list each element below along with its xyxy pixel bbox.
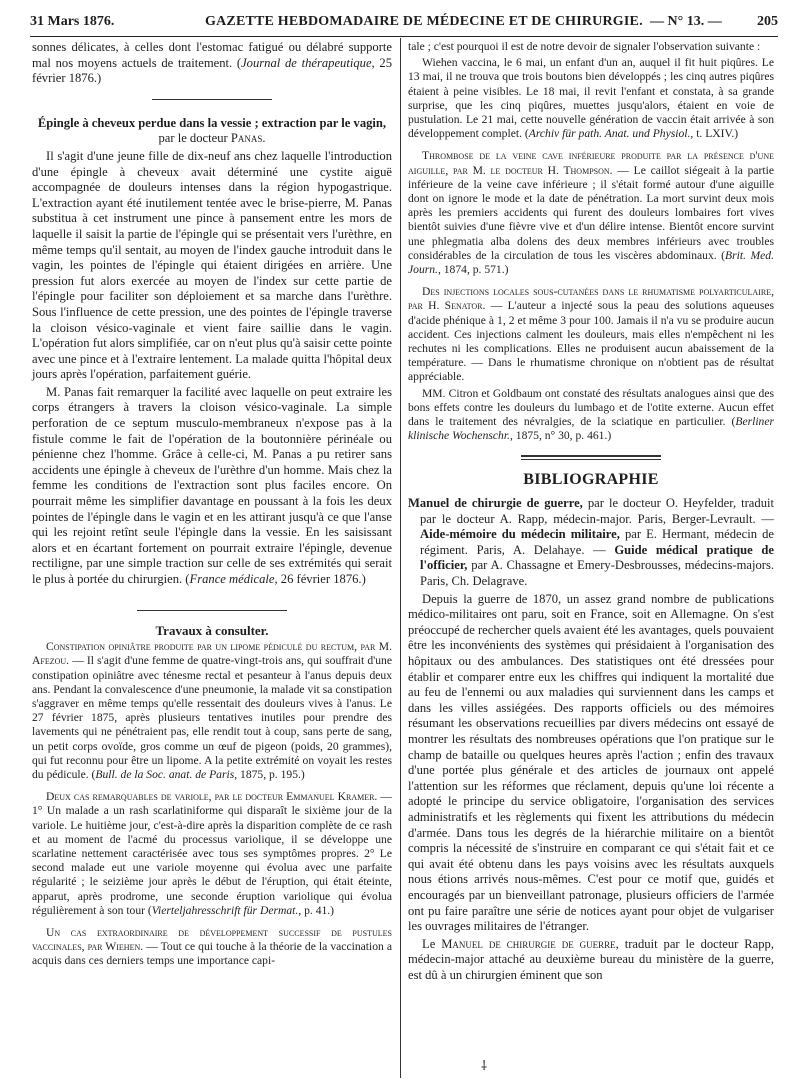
injections-article [408,285,774,384]
thrombose-text: — Le caillot siégeait à la partie inférieure de la veine cave inférieure ; il s'était formé autour d'une aiguille dont on ignore le mode et la date de pénétration. La mort survint deux mois après les premiers accidents qui furent des douleurs lombaires fort vives bientôt suivies d'une fièvre vive et d'un délire intense. Bientôt encore survint une phlegmatia alba dolens des deux membres inférieurs avec troubles considérables de la circulation de tous les viscères abdominaux. ( [408,163,774,262]
variole-article [32,790,392,918]
variole-source: Vierteljahresschrift für Dermat. [151,903,299,917]
intro-date: , 25 février 1876.) [32,55,393,86]
intro-text: sonnes délicates, à celles dont l'estomac fatigué ou délabré supporte mal nos moyens actuels de traitement. ( [32,40,392,70]
epingle-title-text: Épingle à cheveux perdue dans la vessie ; extraction par le vagin, [37,115,387,130]
bibliography-entry [408,496,774,590]
header-page-number: 205 [757,14,778,29]
review-p2-title: Manuel de chirurgie de guerre, [441,936,619,951]
pustules-title: Un cas extraordinaire de développement successif de pustules vaccinales, [32,926,392,954]
cont-date: , t. LXIV.) [690,127,739,141]
column-separator [400,38,401,1078]
injections-p2-text: MM. Citron et Goldbaum ont constaté des résultats analogues ainsi que des bons effets contre les douleurs du lumbago et de l'otite externe. Aucun effet dans le traitement des névralgies, de la sciatique en particulier. ( [408,386,774,429]
constipation-text: — Il s'agit d'une femme de quatre-vingt-trois ans, qui souffrait d'une constipation opiniâtre avec ténesme rectal et pesanteur à l'anus depuis deux ans. Pendant la convalescence d'une pneumonie, la malade vit sa constipation s'aggraver en même temps qu'elle ressentait des douleurs vives à l'anus. Le 27 février 1875, après plusieurs tentatives inutiles pour prendre des lavements qui ne pénétraient pas, elle rendit tout à coup, sans perte de sang, un petit corps ovoïde, gros comme un œuf de pigeon (poids, 20 grammes), qui fut reconnu pour être un lipome. A la petite extrémité on voyait les restes du pédicule. ( [32,654,392,782]
biblio-rest-1: par le docteur O. Heyfelder, traduit par le docteur A. Rapp, médecin-major. Paris, Berger-Levrault. — [420,496,774,526]
epingle-author-pre: par le docteur [158,131,231,146]
pustules-author: par Wiehen. [84,940,144,954]
intro-source: Journal de thérapeutique [241,55,372,70]
injections-date: , 1875, n° 30, p. 461.) [509,429,612,443]
intro-paragraph [32,40,392,87]
footer-ornament: ⸸ [481,1059,488,1074]
epingle-author: Panas. [230,131,266,146]
review-p2-rest: traduit par le docteur Rapp, médecin-major attaché au deuxième bureau du ministère de la guerre, est dû à un chirurgien éminent que son [408,936,774,982]
section-separator [137,610,287,611]
pustules-text: — Tout ce qui touche à la théorie de la vaccination a acquis dans ces derniers temps une importance capi- [32,940,393,968]
thrombose-author: par M. le docteur H. Thompson. [448,163,613,177]
right-column [408,40,774,985]
thrombose-source: Brit. Med. Journ. [408,248,774,277]
injections-paragraph-2 [408,387,774,444]
header-title: GAZETTE HEBDOMADAIRE DE MÉDECINE ET DE CHIRURGIE. [205,14,643,29]
review-p2-pre: Le [422,936,442,951]
review-paragraph-1: Depuis la guerre de 1870, un assez grand nombre de publications médico-militaires ont paru, soit en France, soit en Allemagne. On s'est préoccupé de rechercher quels avaient été les avantages, quels pouvaient être les inconvénients des systèmes qui présidaient à l'organisation des hôpitaux ou des ambulances. Des statistiques ont été dressées pour établir et comparer entre eux les chiffres qui indiquent la mortalité due au feu de l'ennemi ou aux maladies qui surviennent dans les camps et dans les villes assiégées. Des rapports officiels ou des mémoires résumant les observations recueillies par divers médecins ont essayé de montrer les résultats des nombreuses opérations que l'on pratique sur le champ de bataille ou quelques heures après l'action ; enfin des travaux d'une portée plus générale et des articles de journaux ont appelé l'attention sur les réformes que réclament, depuis qu'une loi récente a adopté le principe du service obligatoire, l'organisation des services administratifs et les règlements qui fixent les attributions du médecin d'armée. Dans tous les degrés de la hiérarchie militaire on a bientôt compris la nécessité de s'instruire en comparant ce qui s'était fait et ce qui avait été obtenu dans les pays voisins avec les résultats auxquels nous étions arrivés nous-mêmes. C'est pour ce motif que, guidés et encouragés par un bienveillant patronage, plusieurs officiers de l'armée ont pu faire paraître une série de notices ayant pour objet de vulgariser les ouvrages militaires de l'étranger. [408,591,774,934]
header-rule [30,36,778,37]
pustules-continued-1: tale ; c'est pourquoi il est de notre devoir de signaler l'observation suivante : [408,40,761,53]
thrombose-article [408,149,774,277]
pustules-continued-2 [408,56,774,141]
variole-text: — 1° Un malade a un rash scarlatiniforme qui disparaît le sixième jour de la variole. Le huitième jour, c'est-à-dire après la disparition complète de ce rash et au moment de l'acmé du processus variolique, il se développe une scarlatine nettement caractérisée avec tous ses symptômes propres. 2° Le second malade eut une variole moyenne qui évolua avec une parfaite régularité ; le seizième jour après le début de l'éruption, qui était éteinte, apparut, après prodrome, une seconde éruption variolique qui évolua régulièrement à son tour ( [32,790,392,917]
variole-date: , p. 41.) [298,903,335,917]
epingle-p2-text: M. Panas fait remarquer la facilité avec laquelle on peut extraire les corps étrangers à travers la cloison vésico-vaginale. La simple perforation de ce septum musculo-membraneux n'expose pas à la fistule comme le fait de l'opération de la boutonnière périnéale ou pénienne chez l'homme. Grâce à celle-ci, M. Panas a pu retirer sans accidents une épingle à cheveux de l'urèthre d'un homme. Mais chez la femme les conditions de l'extraction sont plus faciles encore. On pourrait même les simplifier davantage en poussant à la fois les deux pointes de l'épingle dans le vagin et en les attirant jusqu'à ce que l'anse qui les rejoint retînt seule l'épingle dans la vessie. En les saisissant alors et en écartant fortement on pourrait extraire l'épingle, devenue rectiligne, par une simple traction sur celle de ses extrémités qui serait le plus à portée du chirurgien. ( [32,384,392,586]
constipation-author: par M. Afezou. [32,640,392,668]
variole-author: par le docteur Emmanuel Kramer. [211,790,378,804]
thrombose-title: Thrombose de la veine cave inférieure produite par la présence d'une aiguille, [408,149,774,177]
bibliographie-heading: BIBLIOGRAPHIE [523,471,659,489]
injections-title: Des injections locales sous-cutanées dans le rhumatisme polyarticulaire, [422,285,774,299]
section-separator [152,99,272,100]
review-paragraph-2 [408,937,774,984]
injections-text: — L'auteur a injecté sous la peau des solutions aqueuses d'acide phénique à 1, 2 et même 3 pour 100. Jamais il n'a vu se produire aucun accident. Ces injections calment les douleurs, mais elles n'empêchent ni les rechutes ni les complications. Elles ne produisent aucun abaissement de la température. — Dans le rhumatisme chronique on n'obtient pas de résultat appréciable. [408,299,775,384]
injections-author: par H. Senator. [408,299,486,313]
header-issue: — N° 13. — [650,14,722,29]
biblio-title-2: Aide-mémoire du médecin militaire, [420,527,620,542]
travaux-heading: Travaux à consulter. [155,622,269,638]
cont-source: Archiv für path. Anat. und Physiol. [528,127,691,141]
constipation-source: Bull. de la Soc. anat. de Paris [95,768,235,782]
left-column [32,40,392,971]
header-date: 31 Mars 1876. [30,14,115,29]
section-separator-double [521,455,661,460]
page-header [30,12,778,32]
biblio-title-1: Manuel de chirurgie de guerre, [408,496,583,511]
cont-p2-text: Wiehen vaccina, le 6 mai, un enfant d'un an, auquel il fit huit piqûres. Le 13 mai, il ne trouva que trois boutons bien développés ; les cinq autres piqûres étaient à peine visibles. Le 18 mai, il revit l'enfant et constata, à sa grande surprise, que les cinq piqûres, muettes jusqu'alors, étaient en voie de pustulation. Le 21 mai, cette nouvelle génération de vaccin était arrivée à son développement complet. ( [408,56,774,141]
biblio-rest-2: par E. Hermant, médecin de régiment. Paris, A. Delahaye. — [420,527,774,557]
thrombose-date: , 1874, p. 571.) [437,263,509,277]
pustules-article [32,926,392,969]
injections-source: Berliner klinische Wochenschr. [408,415,774,443]
constipation-article [32,640,392,782]
variole-title: Deux cas remarquables de variole, [46,790,212,804]
constipation-title: Constipation opiniâtre produite par un lipome pédiculé du rectum, [46,640,358,654]
epingle-paragraph-2 [32,385,392,588]
biblio-rest-3: par A. Chassagne et Emery-Desbrousses, médecins-majors. Paris, Ch. Delagrave. [420,558,774,589]
epingle-p2-date: , 26 février 1876.) [274,572,366,586]
biblio-title-3: Guide médical pratique de l'officier, [420,542,774,573]
constipation-date: , 1875, p. 195.) [234,768,305,782]
epingle-paragraph-1: Il s'agit d'une jeune fille de dix-neuf ans chez laquelle l'introduction d'une épingle à cheveux avait déterminé une cystite aiguë accompagnée de douleurs intenses dans la région hypogastrique. L'extraction ayant été inutilement tentée avec le brise-pierre, M. Panas substitua à cet instrument une pince à pansement entre les mors de laquelle il saisit la partie de l'épingle qui se présentait vers l'urèthre, en même temps qu'il sentait, au moyen de l'index gauche introduit dans le vagin, les pointes de l'épingle qui étaient dirigées en arrière. Une pression fut alors exercée au moyen de l'index sur cette partie de l'épingle pour faciliter son déploiement et sa marche dans l'urèthre. Sous l'influence de cette pression, une des pointes de l'épingle traverse la cloison vésico-vaginale et vient faire saillie dans le vagin. L'opération fut alors simplifiée, car on n'eut plus qu'à saisir cette pointe avec une pince et à l'extraire lentement. La malade quitta l'hôpital deux jours après l'opération, parfaitement guérie. [32,148,392,382]
epingle-title [32,116,392,147]
epingle-p2-source: France médicale [189,572,275,586]
